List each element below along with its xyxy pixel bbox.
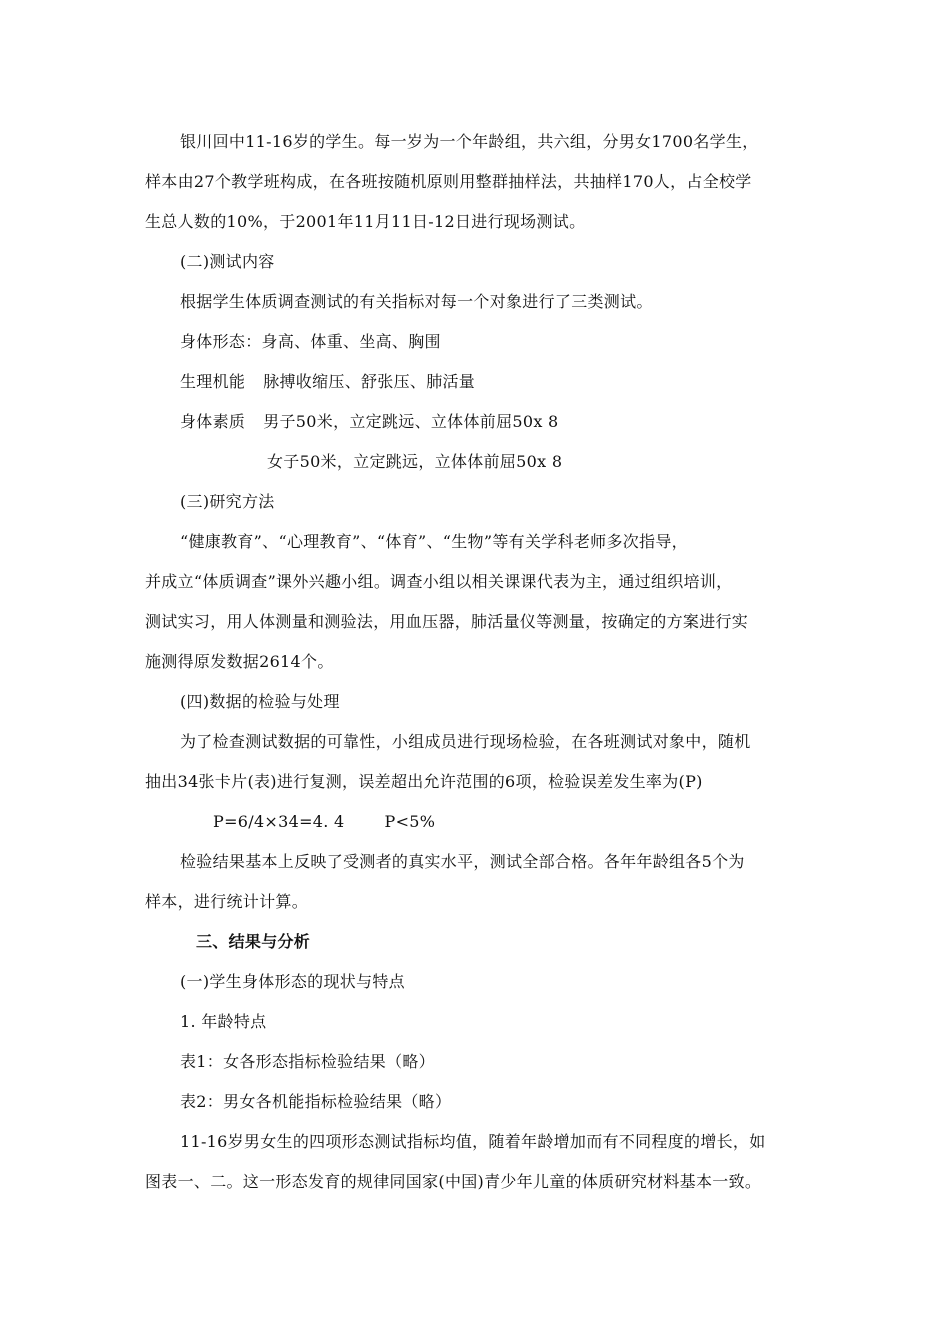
closing-line-1: 11-16岁男女生的四项形态测试指标均值，随着年龄增加而有不同程度的增长，如 [180, 1132, 766, 1151]
test-item-value: 身高、体重、坐高、胸围 [261, 332, 441, 351]
test-item-label: 生理机能 [180, 372, 246, 391]
section-4-title: (四)数据的检验与处理 [180, 692, 340, 711]
test-item-label: 身体形态： [180, 332, 262, 351]
formula-condition: P<5% [384, 812, 436, 831]
test-item-value: 男子50米，立定跳远、立体体前屈50x 8 [263, 412, 559, 431]
section-4-result-line-1: 检验结果基本上反映了受测者的真实水平，测试全部合格。各年年龄组各5个为 [180, 852, 745, 871]
test-item-label: 身体素质 [180, 412, 246, 431]
section-4-result-line-2: 样本，进行统计计算。 [145, 892, 309, 911]
chapter-3-title: 三、结果与分析 [196, 932, 311, 951]
section-4-line-1: 为了检查测试数据的可靠性，小组成员进行现场检验，在各班测试对象中，随机 [180, 732, 751, 751]
section-3-title: (三)研究方法 [180, 492, 275, 511]
section-3-line-4: 施测得原发数据2614个。 [145, 652, 334, 671]
test-item-physiology [145, 362, 805, 402]
document-body [145, 122, 805, 1202]
table-2-caption: 表2：男女各机能指标检验结果（略） [180, 1092, 452, 1111]
section-3-line-1: “健康教育”、“心理教育”、“体育”、“生物”等有关学科老师多次指导， [180, 532, 688, 551]
formula [145, 802, 805, 842]
subsection-1-1-title: 1. 年龄特点 [180, 1012, 267, 1031]
subsection-1-title: (一)学生身体形态的现状与特点 [180, 972, 405, 991]
test-item-value: 脉搏收缩压、舒张压、肺活量 [263, 372, 476, 391]
section-4-line-2: 抽出34张卡片(表)进行复测，误差超出允许范围的6项，检验误差发生率为(P) [145, 772, 703, 791]
section-3-line-3: 测试实习，用人体测量和测验法，用血压器，肺活量仪等测量，按确定的方案进行实 [145, 612, 749, 631]
test-item-fitness-female: 女子50米，立定跳远，立体体前屈50x 8 [267, 452, 563, 471]
section-3-line-2: 并成立“体质调查”课外兴趣小组。调查小组以相关课课代表为主，通过组织培训， [145, 572, 733, 591]
intro-line-3: 生总人数的10%，于2001年11月11日-12日进行现场测试。 [145, 212, 586, 231]
table-1-caption: 表1：女各形态指标检验结果（略） [180, 1052, 435, 1071]
closing-line-2: 图表一、二。这一形态发育的规律同国家(中国)青少年儿童的体质研究材料基本一致。 [145, 1172, 762, 1191]
intro-line-1: 银川回中11-16岁的学生。每一岁为一个年龄组，共六组，分男女1700名学生， [180, 132, 759, 151]
section-2-body: 根据学生体质调查测试的有关指标对每一个对象进行了三类测试。 [180, 292, 653, 311]
section-2-title: (二)测试内容 [180, 252, 275, 271]
formula-calculation: P=6/4×34=4. 4 [213, 812, 345, 831]
intro-line-2: 样本由27个教学班构成，在各班按随机原则用整群抽样法，共抽样170人，占全校学 [145, 172, 752, 191]
test-item-body-shape [145, 322, 805, 362]
test-item-fitness [145, 402, 805, 442]
